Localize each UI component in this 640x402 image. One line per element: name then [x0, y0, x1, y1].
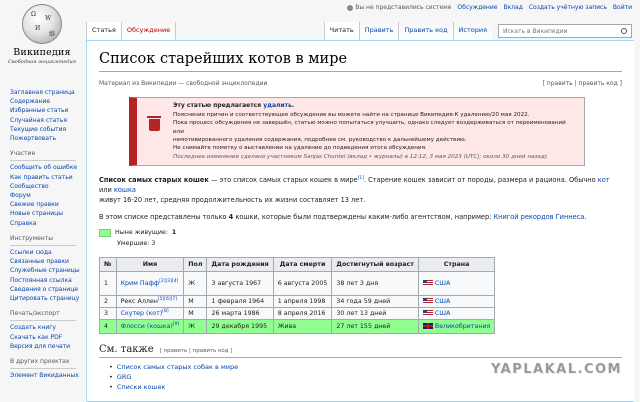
sidebar-item[interactable]: Связанные правки: [10, 258, 69, 266]
globe-icon: Ω W И 維: [22, 4, 62, 44]
cell-country: [418, 307, 494, 319]
cell-number: 4: [100, 319, 117, 333]
section-edit-links[interactable]: [ править | править код ]: [542, 80, 622, 87]
column-header[interactable]: Имя: [116, 257, 184, 271]
ref-links[interactable]: [2][3][4]: [159, 279, 179, 285]
sidebar-item[interactable]: Справка: [10, 219, 37, 227]
sidebar-item[interactable]: Служебные страницы: [10, 267, 80, 275]
ref-links[interactable]: [5][6][7]: [157, 297, 177, 303]
cell-died: Жива: [273, 319, 332, 333]
intro-bold: Список самых старых кошек: [99, 176, 209, 185]
cell-country: [418, 319, 494, 333]
ref-links[interactable]: [8]: [162, 309, 169, 315]
contributions-link[interactable]: Вклад: [503, 4, 523, 11]
sidebar-item[interactable]: Сообщить об ошибке: [10, 164, 78, 172]
cell-country: [418, 295, 494, 307]
ref-1[interactable]: [1]: [357, 176, 364, 182]
search-placeholder: Искать в Википедии: [503, 28, 568, 35]
wikipedia-logo[interactable]: [6, 4, 78, 78]
view-tabs: [324, 22, 632, 40]
sidebar-group-title: Инструменты: [10, 234, 76, 246]
page-title: Список старейших котов в мире: [99, 51, 622, 72]
not-logged-in-status: Вы не представились системе: [347, 4, 451, 11]
cell-name: [116, 319, 184, 333]
sidebar-item[interactable]: Сведения о странице: [10, 285, 79, 293]
sidebar-item[interactable]: Постоянная ссылка: [10, 276, 72, 284]
cell-died: 8 апреля 2016: [273, 307, 332, 319]
link-koshka[interactable]: кошка: [113, 186, 136, 195]
notice-heading: Эту статью предлагается удалить.: [173, 102, 295, 109]
uk-flag-icon: [423, 323, 433, 329]
cell-number: 3: [100, 307, 117, 319]
guinness-link[interactable]: Книгой рекордов Гиннеса: [493, 213, 585, 222]
sidebar-item[interactable]: Текущие события: [10, 125, 67, 133]
cell-age: 27 лет 155 дней: [332, 319, 419, 333]
country-link[interactable]: США: [434, 279, 451, 287]
cell-born: 26 марта 1986: [207, 307, 273, 319]
tab-edit-source[interactable]: Править код: [398, 22, 452, 40]
cell-sex: Ж: [184, 319, 207, 333]
country-link[interactable]: США: [434, 297, 451, 305]
search-icon[interactable]: [621, 28, 627, 34]
sidebar-group-title: Участие: [10, 149, 76, 161]
column-header[interactable]: Страна: [418, 257, 494, 271]
column-header[interactable]: Достигнутый возраст: [332, 257, 419, 271]
talk-link[interactable]: Обсуждение: [457, 4, 498, 11]
cell-name: [116, 271, 184, 295]
log-in-link[interactable]: Войти: [612, 4, 632, 11]
alive-swatch: [99, 229, 111, 237]
cell-died: 1 апреля 1998: [273, 295, 332, 307]
cat-name-link[interactable]: Флосси (кошка): [120, 323, 173, 331]
sidebar-item[interactable]: Ссылки сюда: [10, 249, 52, 257]
scope-paragraph: В этом списке представлены только 4 кошки, которые были подтверждены каким-либо агентством, например: Книгой рекордов Гиннеса.: [99, 213, 587, 222]
deletion-notice: [129, 97, 585, 166]
cat-name-link[interactable]: Крим Пафф: [120, 280, 160, 288]
sidebar-item[interactable]: Как править статьи: [10, 173, 73, 181]
cell-age: 30 лет 13 дней: [332, 307, 419, 319]
cat-name-link[interactable]: Рекс Аллен: [120, 298, 158, 306]
see-also-heading: См. также [ править | править код ]: [99, 344, 622, 358]
table-row: [100, 307, 495, 319]
tab-talk[interactable]: Обсуждение: [121, 22, 176, 40]
cell-born: 29 декабря 1995: [207, 319, 273, 333]
column-header[interactable]: Дата смерти: [273, 257, 332, 271]
sidebar-item[interactable]: Новые страницы: [10, 210, 63, 218]
sidebar-item[interactable]: Скачать как PDF: [10, 333, 63, 341]
oldest-cats-table: [99, 257, 495, 334]
tab-article[interactable]: Статья: [86, 22, 121, 40]
namespace-tabs: [86, 22, 176, 40]
tab-history[interactable]: История: [453, 22, 492, 40]
sidebar-groups: [10, 149, 86, 380]
sidebar-item[interactable]: Избранные статьи: [10, 107, 69, 115]
create-account-link[interactable]: Создать учётную запись: [528, 4, 607, 11]
column-header[interactable]: №: [100, 257, 117, 271]
cell-died: 6 августа 2005: [273, 271, 332, 295]
column-header[interactable]: Дата рождения: [207, 257, 273, 271]
article-content: [86, 40, 634, 402]
see-also-link[interactable]: GRG: [116, 372, 132, 381]
ref-links[interactable]: [9]: [172, 322, 180, 328]
search-input[interactable]: [498, 24, 632, 38]
country-link[interactable]: США: [434, 309, 451, 317]
watermark: YAPLAKAL.COM: [491, 362, 622, 377]
tab-edit[interactable]: Править: [359, 22, 399, 40]
us-flag-icon: [423, 310, 433, 316]
sidebar-main-nav: [10, 88, 86, 143]
see-also-edit-links[interactable]: [ править | править код ]: [159, 347, 233, 354]
sidebar-item[interactable]: Создать книгу: [10, 324, 56, 332]
notice-line-3: немотивированного удаления содержания, подробнее см. руководство к дальнейшему действию.: [173, 136, 467, 143]
site-sub: Материал из Википедии — свободной энциклопедии: [99, 80, 268, 87]
notice-line-1: Пояснение причин и соответствующее обсуждение вы можете найти на странице Википедия:К удалению/20 мая 2022.: [173, 112, 530, 119]
cell-country: [418, 271, 494, 295]
cell-number: 1: [100, 271, 117, 295]
us-flag-icon: [423, 280, 433, 286]
trash-icon: [147, 116, 161, 132]
cat-name-link[interactable]: Скутер (кот): [120, 310, 163, 318]
cell-sex: Ж: [184, 271, 207, 295]
list-item: [109, 382, 622, 392]
cell-name: [116, 295, 184, 307]
logo-wordmark: Википедия: [13, 47, 71, 58]
sidebar-item[interactable]: Заглавная страница: [10, 89, 75, 96]
sidebar-item[interactable]: Случайная статья: [10, 116, 67, 124]
table-row: [100, 319, 495, 333]
legend-alive: Ныне живущие: 1: [99, 229, 622, 237]
tab-read[interactable]: Читать: [324, 22, 359, 40]
personal-tools: [347, 4, 632, 11]
sidebar-item[interactable]: Цитировать страницу: [10, 295, 80, 303]
sidebar-item[interactable]: Свежие правки: [10, 201, 59, 209]
logo-tagline: Свободная энциклопедия: [7, 59, 76, 65]
sidebar-item[interactable]: Форум: [10, 192, 31, 200]
notice-line-4: Не снимайте пометку о выставлении на удаление до подведения итога обсуждения.: [173, 145, 427, 152]
see-also-link[interactable]: Список самых старых собак в мире: [116, 362, 239, 371]
sidebar-item[interactable]: Содержание: [10, 98, 51, 106]
column-header[interactable]: Пол: [184, 257, 207, 271]
cell-born: 3 августа 1967: [207, 271, 273, 295]
table-row: [100, 295, 495, 307]
cell-born: 1 февраля 1964: [207, 295, 273, 307]
sidebar-item[interactable]: Сообщество: [10, 182, 49, 190]
cell-sex: М: [184, 295, 207, 307]
us-flag-icon: [423, 298, 433, 304]
cell-age: 38 лет 3 дня: [332, 271, 419, 295]
country-link[interactable]: Великобритания: [434, 322, 491, 330]
sidebar-group-title: В других проектах: [10, 357, 76, 369]
notice-footer: Последнее изменение сделано участником Sanjas Chuntel (вклад • журналы) в 12:12, 3 мая 2023 (UTC); около 30 дней назад).: [173, 154, 549, 161]
sidebar-item[interactable]: Элемент Викиданных: [10, 372, 79, 380]
legend-dead: Умершие: 3: [117, 239, 156, 247]
see-also-link[interactable]: Списки кошек: [116, 382, 166, 391]
link-kot[interactable]: кот: [597, 176, 610, 185]
delete-link[interactable]: удалить: [263, 102, 292, 109]
article-subtitle-row: [99, 80, 622, 87]
sidebar-item[interactable]: Пожертвовать: [10, 135, 57, 143]
table-row: [100, 271, 495, 295]
cell-number: 2: [100, 295, 117, 307]
intro-paragraph: Список самых старых кошек — это список самых старых кошек в мире[1]. Старение кошек зависит от породы, размера и рациона. Обычно кот или кошка живут 16-20 лет, средняя продолжительность их жизни составляет 13 лет.: [99, 176, 610, 204]
notice-line-2: Пока процесс обсуждения не завершён, статью можно попытаться улучшить, однако следует воздерживаться от переименований или: [173, 120, 566, 135]
user-icon: [347, 5, 353, 11]
cell-sex: М: [184, 307, 207, 319]
sidebar-group-title: Печать/экспорт: [10, 309, 76, 321]
cell-age: 34 года 59 дней: [332, 295, 419, 307]
sidebar-item[interactable]: Версия для печати: [10, 342, 71, 350]
sidebar: [0, 88, 86, 380]
cell-name: [116, 307, 184, 319]
